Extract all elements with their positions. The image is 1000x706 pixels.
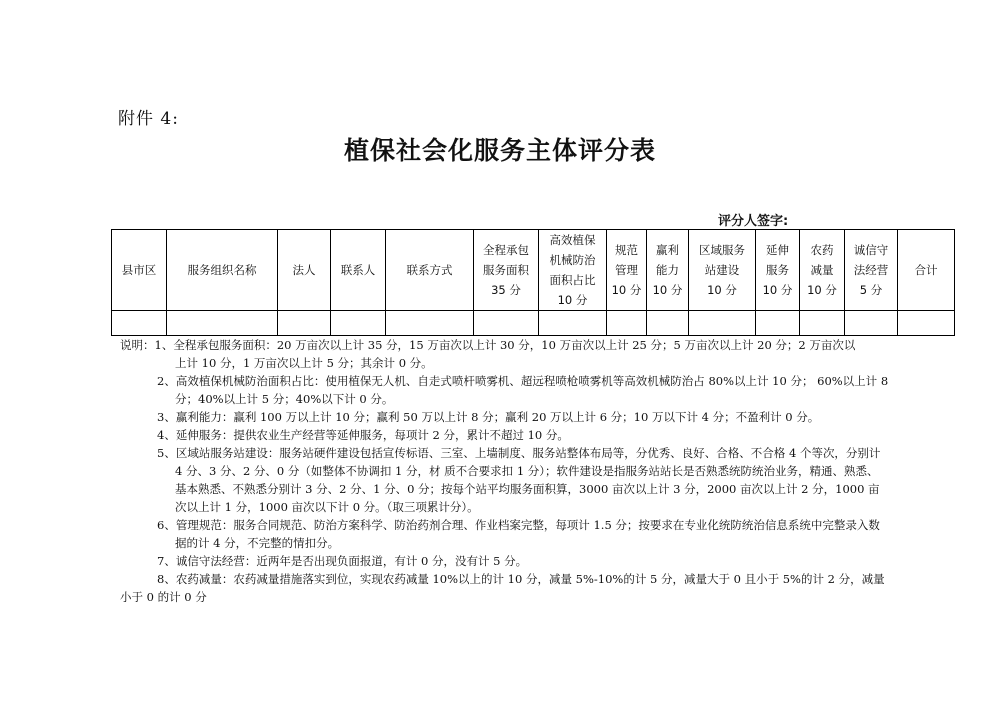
header-profitability: 赢利 能力 10 分 [652,243,683,297]
table-cell[interactable] [539,311,607,336]
note-1: 说明：1、全程承包服务面积：20 万亩次以上计 35 分，15 万亩次以上计 30 分，10 万亩次以上计 25 分；5 万亩次以上计 20 分；2 万亩次以 [120,338,856,352]
note-8: 8、农药减量：农药减量措施落实到位，实现农药减量 10%以上的计 10 分，减量 5%-10%的计 5 分，减量大于 0 且小于 5%的计 2 分，减量小于 0 的计 0 分 [120,572,885,604]
table-cell[interactable] [800,311,845,336]
header-cell [845,230,898,311]
header-contact-method: 联系方式 [406,263,453,277]
note-3: 3、赢利能力：赢利 100 万以上计 10 分；赢利 50 万以上计 8 分；赢利 20 万以上计 6 分；10 万以下计 4 分；不盈利计 0 分。 [157,410,820,424]
table-cell[interactable] [898,311,955,336]
note-7: 7、诚信守法经营：近两年是否出现负面报道，有计 0 分，没有计 5 分。 [157,554,528,568]
header-integrity: 诚信守 法经营 5 分 [853,243,889,297]
header-legal-person: 法人 [292,263,316,277]
header-cell [689,230,756,311]
header-extended-service: 延伸 服务 10 分 [762,243,793,297]
table-cell[interactable] [386,311,474,336]
header-total: 合计 [914,263,938,277]
table-cell[interactable] [474,311,539,336]
header-service-station: 区域服务 站建设 10 分 [699,243,745,297]
signer-label: 评分人签字: [718,214,789,229]
header-cell [756,230,800,311]
header-cell [112,230,167,311]
note-4: 4、延伸服务：提供农业生产经营等延伸服务，每项计 2 分，累计不超过 10 分。 [157,428,569,442]
table-cell[interactable] [278,311,331,336]
header-cell [167,230,278,311]
score-table [111,229,955,336]
header-county: 县市区 [121,263,157,277]
table-cell[interactable] [647,311,689,336]
header-cell [331,230,386,311]
header-cell [278,230,331,311]
header-management: 规范 管理 10 分 [611,243,642,297]
header-cell [386,230,474,311]
page-title: 植保社会化服务主体评分表 [343,136,656,165]
header-contact-person: 联系人 [340,263,376,277]
table-cell[interactable] [167,311,278,336]
header-pesticide-reduction: 农药 减量 10 分 [807,243,837,297]
table-row [112,311,955,336]
table-cell[interactable] [112,311,167,336]
note-6: 6、管理规范：服务合同规范、防治方案科学、防治药剂合理、作业档案完整，每项计 1.5 分；按要求在专业化统防统治信息系统中完整录入数据的计 4 分，不完整的情扣分。 [157,518,880,550]
table-cell[interactable] [689,311,756,336]
header-cell [607,230,647,311]
table-cell[interactable] [331,311,386,336]
header-machinery-ratio: 高效植保 机械防治 面积占比 10 分 [549,233,596,307]
header-contract-area: 全程承包 服务面积 35 分 [483,243,529,297]
table-header-row [112,230,955,311]
attachment-label: 附件 4: [118,109,179,129]
header-org-name: 服务组织名称 [187,263,257,277]
header-cell [898,230,955,311]
header-cell [800,230,845,311]
table-cell[interactable] [607,311,647,336]
header-cell [647,230,689,311]
header-cell [539,230,607,311]
note-1-continued: 上计 10 分，1 万亩次以上计 5 分；其余计 0 分。 [175,356,433,370]
note-2: 2、高效植保机械防治面积占比：使用植保无人机、自走式喷杆喷雾机、超远程喷枪喷雾机等高效机械防治占 80%以上计 10 分； 60%以上计 8 分；40%以上计 5 分；40%以下计 0 分。 [157,374,889,406]
header-cell [474,230,539,311]
table-cell[interactable] [756,311,800,336]
notes-section [120,336,890,606]
note-5: 5、区域站服务站建设：服务站硬件建设包括宣传标语、三室、上墙制度、服务站整体布局等，分优秀、良好、合格、不合格 4 个等次，分别计 4 分、3 分、2 分、0 分（如整体不协调扣 1 分，材 质不合要求扣 1 分）；软件建设是指服务站站长是否熟悉统防统治业务，精通、熟悉、基本熟悉、不熟悉分别计 3 分、2 分、1 分、0 分；按每个站平均服务面积算，3000 亩次以上计 3 分，2000 亩次以上计 2 分，1000 亩次以上计 1 分，1000 亩次以下计 0 分。（取三项累计分）。 [157,446,881,514]
table-cell[interactable] [845,311,898,336]
